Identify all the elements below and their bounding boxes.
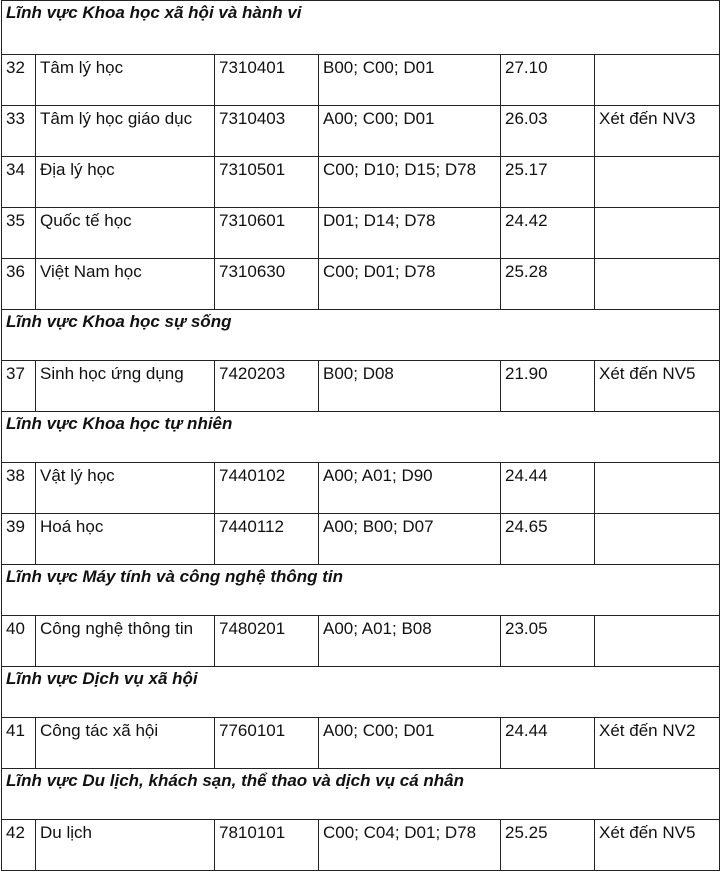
table-row (2, 514, 720, 565)
subject-combinations: B00; C00; D01 (319, 55, 501, 106)
note (595, 259, 720, 310)
major-name: Việt Nam học (36, 259, 215, 310)
table-row (2, 820, 720, 871)
table-row (2, 106, 720, 157)
major-name: Công tác xã hội (36, 718, 215, 769)
major-code: 7810101 (215, 820, 319, 871)
cutoff-score: 24.42 (501, 208, 595, 259)
subject-combinations: A00; B00; D07 (319, 514, 501, 565)
row-number: 37 (2, 361, 36, 412)
major-name: Vật lý học (36, 463, 215, 514)
row-number: 35 (2, 208, 36, 259)
table-row (2, 55, 720, 106)
table-row (2, 361, 720, 412)
major-name: Tâm lý học (36, 55, 215, 106)
subject-combinations: C00; D01; D78 (319, 259, 501, 310)
cutoff-score: 25.17 (501, 157, 595, 208)
note (595, 55, 720, 106)
subject-combinations: A00; A01; D90 (319, 463, 501, 514)
major-name: Quốc tế học (36, 208, 215, 259)
table-row (2, 718, 720, 769)
major-code: 7480201 (215, 616, 319, 667)
section-row (2, 565, 720, 616)
section-row (2, 769, 720, 820)
major-code: 7440102 (215, 463, 319, 514)
section-title: Lĩnh vực Khoa học tự nhiên (2, 412, 720, 463)
table-row (2, 157, 720, 208)
major-name: Hoá học (36, 514, 215, 565)
section-row (2, 412, 720, 463)
cutoff-score: 26.03 (501, 106, 595, 157)
major-name: Địa lý học (36, 157, 215, 208)
note: Xét đến NV5 (595, 361, 720, 412)
row-number: 33 (2, 106, 36, 157)
section-row (2, 1, 720, 55)
row-number: 32 (2, 55, 36, 106)
row-number: 40 (2, 616, 36, 667)
section-title: Lĩnh vực Máy tính và công nghệ thông tin (2, 565, 720, 616)
table-row (2, 259, 720, 310)
cutoff-score: 23.05 (501, 616, 595, 667)
subject-combinations: A00; C00; D01 (319, 718, 501, 769)
subject-combinations: A00; A01; B08 (319, 616, 501, 667)
major-code: 7420203 (215, 361, 319, 412)
major-code: 7440112 (215, 514, 319, 565)
row-number: 41 (2, 718, 36, 769)
major-code: 7310630 (215, 259, 319, 310)
table-row (2, 463, 720, 514)
major-code: 7310601 (215, 208, 319, 259)
section-row (2, 310, 720, 361)
major-name: Công nghệ thông tin (36, 616, 215, 667)
section-row (2, 667, 720, 718)
cutoff-score: 24.44 (501, 718, 595, 769)
row-number: 38 (2, 463, 36, 514)
section-title: Lĩnh vực Khoa học xã hội và hành vi (2, 1, 720, 55)
cutoff-score: 24.65 (501, 514, 595, 565)
subject-combinations: B00; D08 (319, 361, 501, 412)
cutoff-score: 27.10 (501, 55, 595, 106)
major-code: 7310403 (215, 106, 319, 157)
subject-combinations: A00; C00; D01 (319, 106, 501, 157)
major-code: 7760101 (215, 718, 319, 769)
section-title: Lĩnh vực Dịch vụ xã hội (2, 667, 720, 718)
subject-combinations: C00; C04; D01; D78 (319, 820, 501, 871)
section-title: Lĩnh vực Du lịch, khách sạn, thể thao và dịch vụ cá nhân (2, 769, 720, 820)
major-name: Du lịch (36, 820, 215, 871)
major-name: Tâm lý học giáo dục (36, 106, 215, 157)
cutoff-score: 25.28 (501, 259, 595, 310)
cutoff-score: 25.25 (501, 820, 595, 871)
major-code: 7310501 (215, 157, 319, 208)
admission-score-table (1, 0, 720, 871)
cutoff-score: 24.44 (501, 463, 595, 514)
note (595, 514, 720, 565)
note (595, 157, 720, 208)
table-body (2, 1, 720, 871)
row-number: 36 (2, 259, 36, 310)
row-number: 39 (2, 514, 36, 565)
major-code: 7310401 (215, 55, 319, 106)
cutoff-score: 21.90 (501, 361, 595, 412)
major-name: Sinh học ứng dụng (36, 361, 215, 412)
note: Xét đến NV5 (595, 820, 720, 871)
note (595, 616, 720, 667)
subject-combinations: D01; D14; D78 (319, 208, 501, 259)
note: Xét đến NV3 (595, 106, 720, 157)
row-number: 34 (2, 157, 36, 208)
note (595, 208, 720, 259)
section-title: Lĩnh vực Khoa học sự sống (2, 310, 720, 361)
note: Xét đến NV2 (595, 718, 720, 769)
note (595, 463, 720, 514)
subject-combinations: C00; D10; D15; D78 (319, 157, 501, 208)
row-number: 42 (2, 820, 36, 871)
table-row (2, 616, 720, 667)
table-row (2, 208, 720, 259)
